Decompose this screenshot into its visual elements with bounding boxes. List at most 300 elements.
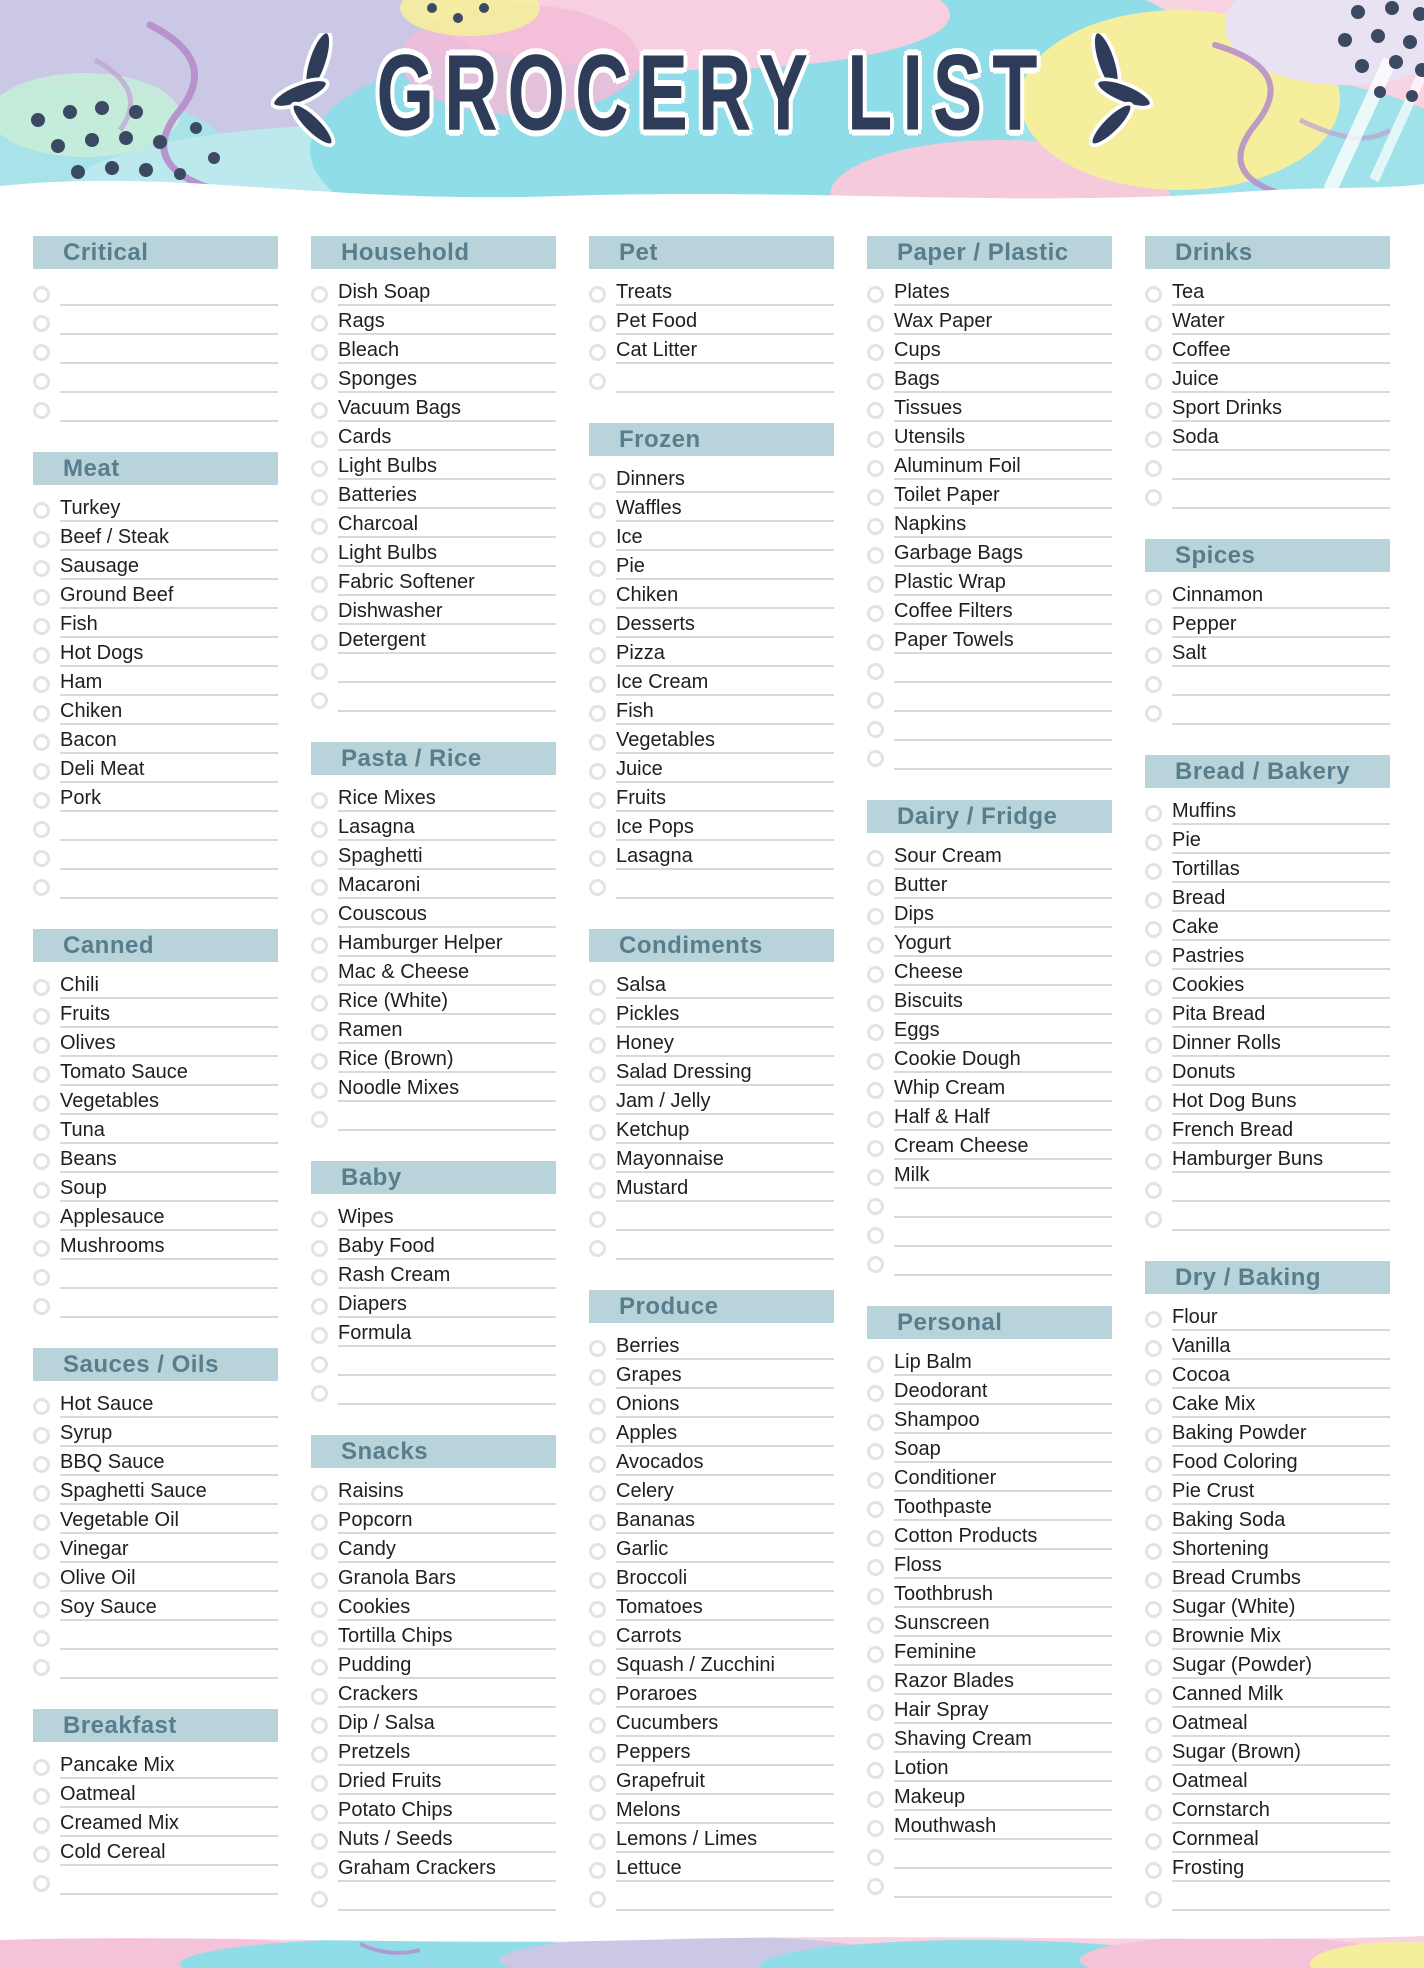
item-checkbox-icon[interactable] bbox=[867, 431, 884, 448]
item-checkbox-icon[interactable] bbox=[311, 1240, 328, 1257]
item-checkbox-icon[interactable] bbox=[311, 402, 328, 419]
list-item-empty bbox=[311, 683, 556, 712]
list-item bbox=[311, 1679, 556, 1708]
item-checkbox-icon[interactable] bbox=[867, 1791, 884, 1808]
item-label: Fish bbox=[60, 611, 278, 638]
item-checkbox-icon[interactable] bbox=[867, 692, 884, 709]
item-checkbox-icon[interactable] bbox=[33, 1817, 50, 1834]
item-checkbox-icon[interactable] bbox=[33, 821, 50, 838]
item-checkbox-icon[interactable] bbox=[311, 1572, 328, 1589]
item-checkbox-icon[interactable] bbox=[867, 1617, 884, 1634]
item-label: Beef / Steak bbox=[60, 524, 278, 551]
item-label: Lotion bbox=[894, 1755, 1112, 1782]
item-checkbox-icon[interactable] bbox=[867, 1762, 884, 1779]
item-checkbox-icon[interactable] bbox=[33, 763, 50, 780]
item-label: Fruits bbox=[616, 785, 834, 812]
item-checkbox-icon[interactable] bbox=[589, 531, 606, 548]
item-checkbox-icon[interactable] bbox=[311, 576, 328, 593]
item-checkbox-icon[interactable] bbox=[33, 792, 50, 809]
list-item bbox=[589, 522, 834, 551]
item-checkbox-icon[interactable] bbox=[311, 1804, 328, 1821]
item-checkbox-icon[interactable] bbox=[1145, 647, 1162, 664]
item-checkbox-icon[interactable] bbox=[589, 1211, 606, 1228]
item-checkbox-icon[interactable] bbox=[1145, 589, 1162, 606]
item-checkbox-icon[interactable] bbox=[33, 373, 50, 390]
item-checkbox-icon[interactable] bbox=[1145, 618, 1162, 635]
item-checkbox-icon[interactable] bbox=[589, 850, 606, 867]
item-checkbox-icon[interactable] bbox=[589, 1340, 606, 1357]
item-checkbox-icon[interactable] bbox=[33, 1427, 50, 1444]
item-checkbox-icon[interactable] bbox=[33, 979, 50, 996]
item-checkbox-icon[interactable] bbox=[311, 460, 328, 477]
item-checkbox-icon[interactable] bbox=[311, 792, 328, 809]
list-item bbox=[311, 422, 556, 451]
item-checkbox-icon[interactable] bbox=[867, 1082, 884, 1099]
item-checkbox-icon[interactable] bbox=[1145, 1311, 1162, 1328]
item-checkbox-icon[interactable] bbox=[867, 518, 884, 535]
item-checkbox-icon[interactable] bbox=[867, 850, 884, 867]
item-label: Salsa bbox=[616, 972, 834, 999]
item-checkbox-icon[interactable] bbox=[589, 1037, 606, 1054]
section-drinks bbox=[1145, 236, 1390, 509]
item-checkbox-icon[interactable] bbox=[1145, 705, 1162, 722]
item-checkbox-icon[interactable] bbox=[1145, 1369, 1162, 1386]
item-checkbox-icon[interactable] bbox=[33, 850, 50, 867]
item-checkbox-icon[interactable] bbox=[33, 1456, 50, 1473]
item-checkbox-icon[interactable] bbox=[1145, 1485, 1162, 1502]
item-checkbox-icon[interactable] bbox=[311, 315, 328, 332]
item-checkbox-icon[interactable] bbox=[33, 315, 50, 332]
item-checkbox-icon[interactable] bbox=[589, 1369, 606, 1386]
item-label: Toothbrush bbox=[894, 1581, 1112, 1608]
item-checkbox-icon[interactable] bbox=[867, 315, 884, 332]
item-checkbox-icon[interactable] bbox=[867, 1472, 884, 1489]
item-checkbox-icon[interactable] bbox=[867, 460, 884, 477]
item-checkbox-icon[interactable] bbox=[589, 1514, 606, 1531]
item-checkbox-icon[interactable] bbox=[867, 373, 884, 390]
item-checkbox-icon[interactable] bbox=[33, 618, 50, 635]
item-checkbox-icon[interactable] bbox=[311, 1485, 328, 1502]
item-checkbox-icon[interactable] bbox=[311, 1717, 328, 1734]
item-checkbox-icon[interactable] bbox=[867, 1675, 884, 1692]
item-checkbox-icon[interactable] bbox=[311, 908, 328, 925]
item-checkbox-icon[interactable] bbox=[589, 1891, 606, 1908]
item-checkbox-icon[interactable] bbox=[589, 1153, 606, 1170]
item-checkbox-icon[interactable] bbox=[33, 879, 50, 896]
item-checkbox-icon[interactable] bbox=[589, 1659, 606, 1676]
item-checkbox-icon[interactable] bbox=[589, 1630, 606, 1647]
item-checkbox-icon[interactable] bbox=[33, 1095, 50, 1112]
item-checkbox-icon[interactable] bbox=[311, 1024, 328, 1041]
item-checkbox-icon[interactable] bbox=[1145, 431, 1162, 448]
item-checkbox-icon[interactable] bbox=[589, 821, 606, 838]
item-checkbox-icon[interactable] bbox=[1145, 892, 1162, 909]
item-checkbox-icon[interactable] bbox=[867, 547, 884, 564]
item-checkbox-icon[interactable] bbox=[311, 605, 328, 622]
list-item bbox=[589, 493, 834, 522]
list-item bbox=[867, 538, 1112, 567]
item-checkbox-icon[interactable] bbox=[589, 1862, 606, 1879]
item-checkbox-icon[interactable] bbox=[311, 1356, 328, 1373]
item-checkbox-icon[interactable] bbox=[1145, 286, 1162, 303]
item-checkbox-icon[interactable] bbox=[589, 1601, 606, 1618]
item-checkbox-icon[interactable] bbox=[867, 1530, 884, 1547]
item-checkbox-icon[interactable] bbox=[867, 1733, 884, 1750]
item-checkbox-icon[interactable] bbox=[33, 1875, 50, 1892]
item-checkbox-icon[interactable] bbox=[867, 1820, 884, 1837]
item-checkbox-icon[interactable] bbox=[589, 344, 606, 361]
item-checkbox-icon[interactable] bbox=[867, 1140, 884, 1157]
item-checkbox-icon[interactable] bbox=[867, 937, 884, 954]
item-checkbox-icon[interactable] bbox=[311, 1543, 328, 1560]
item-checkbox-icon[interactable] bbox=[311, 692, 328, 709]
item-checkbox-icon[interactable] bbox=[867, 1443, 884, 1460]
item-checkbox-icon[interactable] bbox=[33, 502, 50, 519]
list-item bbox=[311, 1563, 556, 1592]
item-label: Lemons / Limes bbox=[616, 1826, 834, 1853]
item-checkbox-icon[interactable] bbox=[33, 1659, 50, 1676]
item-checkbox-icon[interactable] bbox=[1145, 805, 1162, 822]
item-checkbox-icon[interactable] bbox=[589, 589, 606, 606]
item-checkbox-icon[interactable] bbox=[589, 502, 606, 519]
item-checkbox-icon[interactable] bbox=[867, 1385, 884, 1402]
item-checkbox-icon[interactable] bbox=[589, 1124, 606, 1141]
item-checkbox-icon[interactable] bbox=[589, 1543, 606, 1560]
item-checkbox-icon[interactable] bbox=[867, 721, 884, 738]
item-checkbox-icon[interactable] bbox=[311, 966, 328, 983]
item-checkbox-icon[interactable] bbox=[589, 792, 606, 809]
item-checkbox-icon[interactable] bbox=[589, 1008, 606, 1025]
list-item bbox=[589, 667, 834, 696]
item-checkbox-icon[interactable] bbox=[311, 1111, 328, 1128]
item-checkbox-icon[interactable] bbox=[589, 286, 606, 303]
item-checkbox-icon[interactable] bbox=[867, 1414, 884, 1431]
item-checkbox-icon[interactable] bbox=[1145, 1833, 1162, 1850]
item-checkbox-icon[interactable] bbox=[1145, 1688, 1162, 1705]
item-checkbox-icon[interactable] bbox=[867, 1849, 884, 1866]
item-checkbox-icon[interactable] bbox=[589, 618, 606, 635]
item-checkbox-icon[interactable] bbox=[33, 1788, 50, 1805]
item-label: Shaving Cream bbox=[894, 1726, 1112, 1753]
item-checkbox-icon[interactable] bbox=[867, 489, 884, 506]
item-checkbox-icon[interactable] bbox=[33, 1211, 50, 1228]
item-checkbox-icon[interactable] bbox=[33, 1630, 50, 1647]
item-checkbox-icon[interactable] bbox=[33, 589, 50, 606]
item-checkbox-icon[interactable] bbox=[867, 576, 884, 593]
item-checkbox-icon[interactable] bbox=[311, 850, 328, 867]
item-checkbox-icon[interactable] bbox=[311, 821, 328, 838]
item-checkbox-icon[interactable] bbox=[311, 431, 328, 448]
item-checkbox-icon[interactable] bbox=[867, 344, 884, 361]
item-checkbox-icon[interactable] bbox=[589, 1688, 606, 1705]
list-item bbox=[1145, 1505, 1390, 1534]
item-checkbox-icon[interactable] bbox=[311, 1514, 328, 1531]
item-checkbox-icon[interactable] bbox=[867, 1111, 884, 1128]
item-checkbox-icon[interactable] bbox=[589, 705, 606, 722]
item-checkbox-icon[interactable] bbox=[1145, 373, 1162, 390]
item-checkbox-icon[interactable] bbox=[311, 489, 328, 506]
item-checkbox-icon[interactable] bbox=[867, 1024, 884, 1041]
item-checkbox-icon[interactable] bbox=[33, 1008, 50, 1025]
item-checkbox-icon[interactable] bbox=[589, 734, 606, 751]
item-checkbox-icon[interactable] bbox=[1145, 1182, 1162, 1199]
item-checkbox-icon[interactable] bbox=[1145, 1630, 1162, 1647]
item-checkbox-icon[interactable] bbox=[867, 908, 884, 925]
item-checkbox-icon[interactable] bbox=[867, 1356, 884, 1373]
list-item bbox=[589, 306, 834, 335]
item-label bbox=[894, 1220, 1112, 1247]
item-checkbox-icon[interactable] bbox=[1145, 834, 1162, 851]
item-checkbox-icon[interactable] bbox=[33, 676, 50, 693]
list-item-empty bbox=[311, 1376, 556, 1405]
item-checkbox-icon[interactable] bbox=[1145, 1572, 1162, 1589]
item-checkbox-icon[interactable] bbox=[1145, 1008, 1162, 1025]
item-checkbox-icon[interactable] bbox=[311, 344, 328, 361]
item-checkbox-icon[interactable] bbox=[589, 879, 606, 896]
item-checkbox-icon[interactable] bbox=[311, 1298, 328, 1315]
item-checkbox-icon[interactable] bbox=[589, 1833, 606, 1850]
item-label: Ramen bbox=[338, 1017, 556, 1044]
list-item bbox=[867, 1782, 1112, 1811]
item-checkbox-icon[interactable] bbox=[311, 1630, 328, 1647]
item-checkbox-icon[interactable] bbox=[311, 1053, 328, 1070]
item-checkbox-icon[interactable] bbox=[33, 1572, 50, 1589]
item-checkbox-icon[interactable] bbox=[311, 1746, 328, 1763]
item-checkbox-icon[interactable] bbox=[867, 750, 884, 767]
list-item bbox=[589, 1447, 834, 1476]
item-checkbox-icon[interactable] bbox=[33, 1124, 50, 1141]
item-checkbox-icon[interactable] bbox=[1145, 1456, 1162, 1473]
item-checkbox-icon[interactable] bbox=[1145, 489, 1162, 506]
section-header: Sauces / Oils bbox=[33, 1348, 278, 1381]
item-checkbox-icon[interactable] bbox=[311, 518, 328, 535]
item-checkbox-icon[interactable] bbox=[33, 531, 50, 548]
list-item bbox=[1145, 1795, 1390, 1824]
item-label: Fabric Softener bbox=[338, 569, 556, 596]
item-checkbox-icon[interactable] bbox=[33, 1037, 50, 1054]
item-checkbox-icon[interactable] bbox=[589, 1717, 606, 1734]
item-checkbox-icon[interactable] bbox=[33, 1153, 50, 1170]
item-checkbox-icon[interactable] bbox=[311, 1659, 328, 1676]
item-checkbox-icon[interactable] bbox=[33, 705, 50, 722]
item-checkbox-icon[interactable] bbox=[311, 1688, 328, 1705]
item-checkbox-icon[interactable] bbox=[867, 1588, 884, 1605]
section-header: Condiments bbox=[589, 929, 834, 962]
item-checkbox-icon[interactable] bbox=[589, 1485, 606, 1502]
list-item bbox=[33, 1057, 278, 1086]
list-item bbox=[589, 638, 834, 667]
item-checkbox-icon[interactable] bbox=[311, 1601, 328, 1618]
item-checkbox-icon[interactable] bbox=[311, 937, 328, 954]
item-checkbox-icon[interactable] bbox=[1145, 402, 1162, 419]
item-label: Sugar (White) bbox=[1172, 1594, 1390, 1621]
list-item bbox=[33, 522, 278, 551]
item-checkbox-icon[interactable] bbox=[311, 663, 328, 680]
item-checkbox-icon[interactable] bbox=[589, 1182, 606, 1199]
item-checkbox-icon[interactable] bbox=[311, 373, 328, 390]
item-checkbox-icon[interactable] bbox=[1145, 921, 1162, 938]
item-checkbox-icon[interactable] bbox=[867, 402, 884, 419]
item-checkbox-icon[interactable] bbox=[1145, 1398, 1162, 1415]
list-item bbox=[1145, 1592, 1390, 1621]
item-checkbox-icon[interactable] bbox=[589, 979, 606, 996]
item-checkbox-icon[interactable] bbox=[589, 560, 606, 577]
item-checkbox-icon[interactable] bbox=[867, 663, 884, 680]
item-checkbox-icon[interactable] bbox=[1145, 676, 1162, 693]
item-checkbox-icon[interactable] bbox=[1145, 1095, 1162, 1112]
item-checkbox-icon[interactable] bbox=[589, 647, 606, 664]
item-checkbox-icon[interactable] bbox=[311, 1385, 328, 1402]
item-checkbox-icon[interactable] bbox=[1145, 1804, 1162, 1821]
item-checkbox-icon[interactable] bbox=[867, 1198, 884, 1215]
item-label: Ice Cream bbox=[616, 669, 834, 696]
item-checkbox-icon[interactable] bbox=[33, 1240, 50, 1257]
section-meat bbox=[33, 452, 278, 899]
item-checkbox-icon[interactable] bbox=[33, 647, 50, 664]
item-checkbox-icon[interactable] bbox=[33, 1514, 50, 1531]
item-checkbox-icon[interactable] bbox=[311, 879, 328, 896]
item-checkbox-icon[interactable] bbox=[589, 1066, 606, 1083]
item-checkbox-icon[interactable] bbox=[589, 1804, 606, 1821]
list-item-empty bbox=[589, 364, 834, 393]
item-checkbox-icon[interactable] bbox=[1145, 1659, 1162, 1676]
item-checkbox-icon[interactable] bbox=[311, 634, 328, 651]
list-item bbox=[311, 567, 556, 596]
item-checkbox-icon[interactable] bbox=[1145, 315, 1162, 332]
item-checkbox-icon[interactable] bbox=[1145, 1746, 1162, 1763]
item-checkbox-icon[interactable] bbox=[867, 1646, 884, 1663]
item-label: Pita Bread bbox=[1172, 1001, 1390, 1028]
item-checkbox-icon[interactable] bbox=[589, 315, 606, 332]
item-checkbox-icon[interactable] bbox=[311, 1833, 328, 1850]
item-checkbox-icon[interactable] bbox=[33, 1543, 50, 1560]
item-checkbox-icon[interactable] bbox=[33, 1398, 50, 1415]
item-label: Vacuum Bags bbox=[338, 395, 556, 422]
item-checkbox-icon[interactable] bbox=[1145, 950, 1162, 967]
item-checkbox-icon[interactable] bbox=[1145, 979, 1162, 996]
item-label: Apples bbox=[616, 1420, 834, 1447]
item-label: Mac & Cheese bbox=[338, 959, 556, 986]
item-checkbox-icon[interactable] bbox=[867, 286, 884, 303]
item-checkbox-icon[interactable] bbox=[867, 1053, 884, 1070]
list-item bbox=[867, 393, 1112, 422]
item-checkbox-icon[interactable] bbox=[589, 473, 606, 490]
list-item bbox=[589, 277, 834, 306]
item-checkbox-icon[interactable] bbox=[1145, 344, 1162, 361]
item-checkbox-icon[interactable] bbox=[311, 1269, 328, 1286]
item-checkbox-icon[interactable] bbox=[33, 734, 50, 751]
item-checkbox-icon[interactable] bbox=[1145, 1601, 1162, 1618]
item-checkbox-icon[interactable] bbox=[867, 966, 884, 983]
item-checkbox-icon[interactable] bbox=[33, 1601, 50, 1618]
item-label: Yogurt bbox=[894, 930, 1112, 957]
item-checkbox-icon[interactable] bbox=[867, 1256, 884, 1273]
item-checkbox-icon[interactable] bbox=[311, 995, 328, 1012]
item-checkbox-icon[interactable] bbox=[311, 286, 328, 303]
item-checkbox-icon[interactable] bbox=[33, 1485, 50, 1502]
section-header: Critical bbox=[33, 236, 278, 269]
item-checkbox-icon[interactable] bbox=[589, 763, 606, 780]
item-checkbox-icon[interactable] bbox=[33, 1269, 50, 1286]
item-checkbox-icon[interactable] bbox=[867, 1704, 884, 1721]
item-checkbox-icon[interactable] bbox=[867, 879, 884, 896]
item-checkbox-icon[interactable] bbox=[1145, 1775, 1162, 1792]
item-label: Garbage Bags bbox=[894, 540, 1112, 567]
item-checkbox-icon[interactable] bbox=[589, 373, 606, 390]
item-checkbox-icon[interactable] bbox=[1145, 1340, 1162, 1357]
item-checkbox-icon[interactable] bbox=[33, 1846, 50, 1863]
item-checkbox-icon[interactable] bbox=[589, 676, 606, 693]
item-checkbox-icon[interactable] bbox=[1145, 1211, 1162, 1228]
item-checkbox-icon[interactable] bbox=[1145, 1153, 1162, 1170]
item-label: Hair Spray bbox=[894, 1697, 1112, 1724]
list-item bbox=[1145, 854, 1390, 883]
item-checkbox-icon[interactable] bbox=[33, 1182, 50, 1199]
item-checkbox-icon[interactable] bbox=[1145, 1514, 1162, 1531]
item-checkbox-icon[interactable] bbox=[589, 1240, 606, 1257]
item-checkbox-icon[interactable] bbox=[33, 1298, 50, 1315]
item-checkbox-icon[interactable] bbox=[867, 634, 884, 651]
item-checkbox-icon[interactable] bbox=[1145, 1891, 1162, 1908]
item-checkbox-icon[interactable] bbox=[311, 1327, 328, 1344]
item-checkbox-icon[interactable] bbox=[1145, 1543, 1162, 1560]
item-label: Poraroes bbox=[616, 1681, 834, 1708]
item-checkbox-icon[interactable] bbox=[311, 1775, 328, 1792]
item-checkbox-icon[interactable] bbox=[867, 1878, 884, 1895]
item-checkbox-icon[interactable] bbox=[867, 1501, 884, 1518]
item-checkbox-icon[interactable] bbox=[311, 1891, 328, 1908]
item-checkbox-icon[interactable] bbox=[311, 1082, 328, 1099]
item-checkbox-icon[interactable] bbox=[867, 1559, 884, 1576]
item-label: Frosting bbox=[1172, 1855, 1390, 1882]
item-label: Baking Soda bbox=[1172, 1507, 1390, 1534]
item-checkbox-icon[interactable] bbox=[589, 1775, 606, 1792]
list-item bbox=[1145, 1360, 1390, 1389]
item-checkbox-icon[interactable] bbox=[33, 286, 50, 303]
list-item bbox=[311, 1708, 556, 1737]
item-checkbox-icon[interactable] bbox=[1145, 460, 1162, 477]
item-checkbox-icon[interactable] bbox=[311, 1862, 328, 1879]
item-checkbox-icon[interactable] bbox=[311, 547, 328, 564]
item-checkbox-icon[interactable] bbox=[33, 402, 50, 419]
item-checkbox-icon[interactable] bbox=[1145, 1037, 1162, 1054]
item-checkbox-icon[interactable] bbox=[1145, 1124, 1162, 1141]
item-checkbox-icon[interactable] bbox=[1145, 863, 1162, 880]
list-item bbox=[867, 986, 1112, 1015]
item-checkbox-icon[interactable] bbox=[311, 1211, 328, 1228]
item-checkbox-icon[interactable] bbox=[33, 344, 50, 361]
item-checkbox-icon[interactable] bbox=[589, 1095, 606, 1112]
section-paper-plastic bbox=[867, 236, 1112, 770]
item-checkbox-icon[interactable] bbox=[1145, 1862, 1162, 1879]
item-checkbox-icon[interactable] bbox=[1145, 1066, 1162, 1083]
item-checkbox-icon[interactable] bbox=[589, 1398, 606, 1415]
item-checkbox-icon[interactable] bbox=[33, 560, 50, 577]
item-checkbox-icon[interactable] bbox=[867, 1227, 884, 1244]
item-checkbox-icon[interactable] bbox=[33, 1066, 50, 1083]
item-checkbox-icon[interactable] bbox=[589, 1427, 606, 1444]
item-checkbox-icon[interactable] bbox=[1145, 1717, 1162, 1734]
item-checkbox-icon[interactable] bbox=[1145, 1427, 1162, 1444]
item-checkbox-icon[interactable] bbox=[589, 1572, 606, 1589]
item-checkbox-icon[interactable] bbox=[589, 1456, 606, 1473]
item-checkbox-icon[interactable] bbox=[33, 1759, 50, 1776]
item-checkbox-icon[interactable] bbox=[589, 1746, 606, 1763]
item-label: Ice bbox=[616, 524, 834, 551]
item-checkbox-icon[interactable] bbox=[867, 605, 884, 622]
item-checkbox-icon[interactable] bbox=[867, 1169, 884, 1186]
item-checkbox-icon[interactable] bbox=[867, 995, 884, 1012]
